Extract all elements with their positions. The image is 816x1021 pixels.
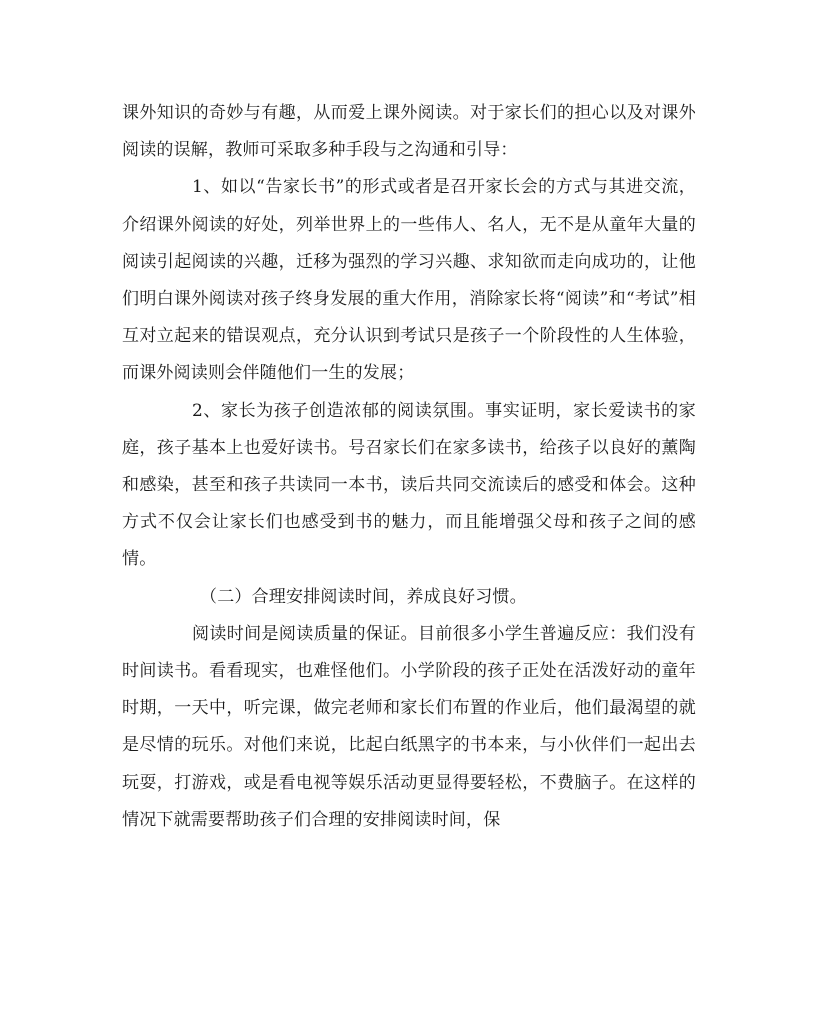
paragraph-point-2: 2、家长为孩子创造浓郁的阅读氛围。事实证明，家长爱读书的家庭，孩子基本上也爱好读书。号召家长们在家多读书，给孩子以良好的薰陶和感染，甚至和孩子共读同一本书，读后共同交流读后的感受和体会。这种方式不仅会让家长们也感受到书的魅力，而且能增强父母和孩子之间的感情。 [122, 400, 696, 570]
paragraph-intro-continuation: 课外知识的奇妙与有趣，从而爱上课外阅读。对于家长们的担心以及对课外阅读的误解，教师可采取多种手段与之沟通和引导： [122, 103, 696, 161]
section-heading: （二）合理安排阅读时间，养成良好习惯。 [200, 586, 527, 607]
document-body [122, 95, 696, 839]
paragraph-point-1: 1、如以“告家长书”的形式或者是召开家长会的方式与其进交流，介绍课外阅读的好处，列举世界上的一些伟人、名人，无不是从童年大量的阅读引起阅读的兴趣，迁移为强烈的学习兴趣、求知欲而走向成功的，让他们明白课外阅读对孩子终身发展的重大作用，消除家长将“阅读”和“考试”相互对立起来的错误观点，充分认识到考试只是孩子一个阶段性的人生体验，而课外阅读则会伴随他们一生的发展； [122, 177, 696, 384]
paragraph-section-body: 阅读时间是阅读质量的保证。目前很多小学生普遍反应：我们没有时间读书。看看现实，也难怪他们。小学阶段的孩子正处在活泼好动的童年时期，一天中，听完课，做完老师和家长们布置的作业后，他们最渴望的就是尽情的玩乐。对他们来说，比起白纸黑字的书本来，与小伙伴们一起出去玩耍，打游戏，或是看电视等娱乐活动更显得要轻松，不费脑子。在这样的情况下就需要帮助孩子们合理的安排阅读时间，保 [122, 623, 696, 830]
